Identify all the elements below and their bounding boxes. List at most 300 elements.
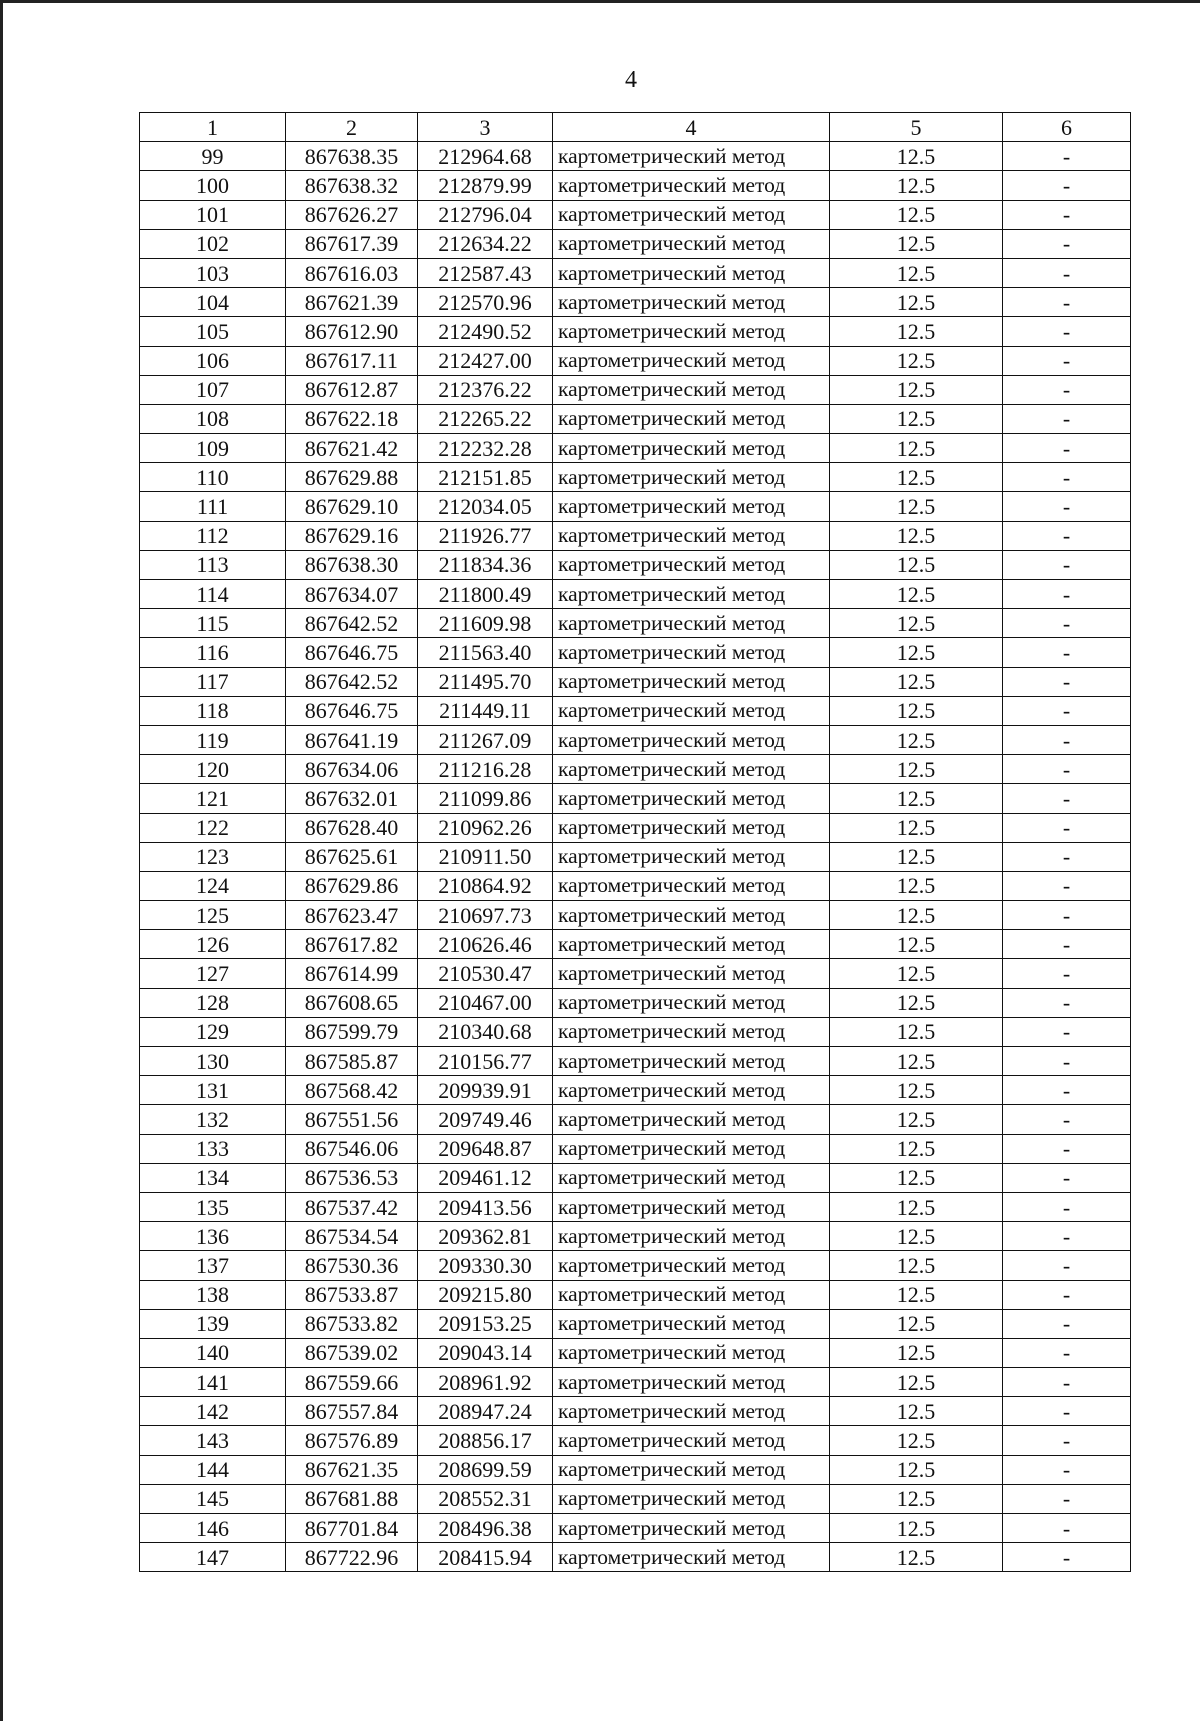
method-cell: картометрический метод [553,638,830,667]
table-row [140,1280,1131,1309]
accuracy-cell: 12.5 [830,550,1003,579]
note-cell: - [1003,1280,1131,1309]
y-coordinate-cell: 209362.81 [418,1222,553,1251]
point-number-cell: 130 [140,1047,286,1076]
method-cell: картометрический метод [553,1251,830,1280]
y-coordinate-cell: 210156.77 [418,1047,553,1076]
y-coordinate-cell: 211563.40 [418,638,553,667]
note-cell: - [1003,755,1131,784]
x-coordinate-cell: 867612.87 [286,375,418,404]
y-coordinate-cell: 212634.22 [418,229,553,258]
method-cell: картометрический метод [553,1484,830,1513]
method-cell: картометрический метод [553,200,830,229]
accuracy-cell: 12.5 [830,1338,1003,1367]
y-coordinate-cell: 212879.99 [418,171,553,200]
x-coordinate-cell: 867585.87 [286,1047,418,1076]
note-cell: - [1003,492,1131,521]
point-number-cell: 120 [140,755,286,784]
x-coordinate-cell: 867546.06 [286,1134,418,1163]
table-row [140,1338,1131,1367]
table-row [140,1163,1131,1192]
table-header-row [140,113,1131,142]
y-coordinate-cell: 212570.96 [418,288,553,317]
x-coordinate-cell: 867623.47 [286,901,418,930]
x-coordinate-cell: 867629.88 [286,463,418,492]
note-cell: - [1003,375,1131,404]
point-number-cell: 122 [140,813,286,842]
point-number-cell: 111 [140,492,286,521]
accuracy-cell: 12.5 [830,842,1003,871]
method-cell: картометрический метод [553,988,830,1017]
table-row [140,930,1131,959]
x-coordinate-cell: 867642.52 [286,609,418,638]
point-number-cell: 132 [140,1105,286,1134]
table-row [140,1192,1131,1221]
method-cell: картометрический метод [553,1222,830,1251]
method-cell: картометрический метод [553,930,830,959]
y-coordinate-cell: 210530.47 [418,959,553,988]
point-number-cell: 146 [140,1514,286,1543]
accuracy-cell: 12.5 [830,667,1003,696]
table-row [140,580,1131,609]
x-coordinate-cell: 867629.10 [286,492,418,521]
point-number-cell: 114 [140,580,286,609]
table-row [140,229,1131,258]
y-coordinate-cell: 211800.49 [418,580,553,609]
accuracy-cell: 12.5 [830,784,1003,813]
table-row [140,463,1131,492]
note-cell: - [1003,1251,1131,1280]
accuracy-cell: 12.5 [830,1251,1003,1280]
accuracy-cell: 12.5 [830,1163,1003,1192]
note-cell: - [1003,1543,1131,1572]
x-coordinate-cell: 867628.40 [286,813,418,842]
y-coordinate-cell: 210697.73 [418,901,553,930]
accuracy-cell: 12.5 [830,1222,1003,1251]
point-number-cell: 121 [140,784,286,813]
table-row [140,1309,1131,1338]
page-number: 4 [625,67,637,93]
note-cell: - [1003,200,1131,229]
note-cell: - [1003,1338,1131,1367]
x-coordinate-cell: 867701.84 [286,1514,418,1543]
note-cell: - [1003,1309,1131,1338]
table-row [140,638,1131,667]
y-coordinate-cell: 211449.11 [418,696,553,725]
x-coordinate-cell: 867632.01 [286,784,418,813]
point-number-cell: 108 [140,404,286,433]
x-coordinate-cell: 867617.11 [286,346,418,375]
accuracy-cell: 12.5 [830,1105,1003,1134]
y-coordinate-cell: 210911.50 [418,842,553,871]
x-coordinate-cell: 867576.89 [286,1426,418,1455]
y-coordinate-cell: 210467.00 [418,988,553,1017]
point-number-cell: 141 [140,1368,286,1397]
method-cell: картометрический метод [553,1543,830,1572]
method-cell: картометрический метод [553,901,830,930]
note-cell: - [1003,142,1131,171]
point-number-cell: 140 [140,1338,286,1367]
x-coordinate-cell: 867638.32 [286,171,418,200]
point-number-cell: 99 [140,142,286,171]
accuracy-cell: 12.5 [830,1543,1003,1572]
note-cell: - [1003,1426,1131,1455]
x-coordinate-cell: 867536.53 [286,1163,418,1192]
note-cell: - [1003,901,1131,930]
point-number-cell: 115 [140,609,286,638]
method-cell: картометрический метод [553,1192,830,1221]
accuracy-cell: 12.5 [830,1426,1003,1455]
y-coordinate-cell: 211267.09 [418,725,553,754]
x-coordinate-cell: 867629.16 [286,521,418,550]
note-cell: - [1003,317,1131,346]
note-cell: - [1003,463,1131,492]
accuracy-cell: 12.5 [830,404,1003,433]
method-cell: картометрический метод [553,258,830,287]
y-coordinate-cell: 210962.26 [418,813,553,842]
table-row [140,317,1131,346]
note-cell: - [1003,550,1131,579]
note-cell: - [1003,580,1131,609]
table-row [140,1543,1131,1572]
method-cell: картометрический метод [553,1280,830,1309]
note-cell: - [1003,842,1131,871]
x-coordinate-cell: 867559.66 [286,1368,418,1397]
y-coordinate-cell: 208699.59 [418,1455,553,1484]
x-coordinate-cell: 867638.35 [286,142,418,171]
y-coordinate-cell: 212587.43 [418,258,553,287]
accuracy-cell: 12.5 [830,1397,1003,1426]
point-number-cell: 117 [140,667,286,696]
method-cell: картометрический метод [553,1134,830,1163]
accuracy-cell: 12.5 [830,638,1003,667]
x-coordinate-cell: 867533.87 [286,1280,418,1309]
table-row [140,375,1131,404]
header-cell-4: 4 [553,113,830,142]
accuracy-cell: 12.5 [830,492,1003,521]
scan-edge-left [0,0,3,1721]
x-coordinate-cell: 867557.84 [286,1397,418,1426]
note-cell: - [1003,696,1131,725]
accuracy-cell: 12.5 [830,317,1003,346]
header-cell-6: 6 [1003,113,1131,142]
note-cell: - [1003,609,1131,638]
point-number-cell: 133 [140,1134,286,1163]
note-cell: - [1003,521,1131,550]
note-cell: - [1003,1455,1131,1484]
note-cell: - [1003,1163,1131,1192]
method-cell: картометрический метод [553,463,830,492]
y-coordinate-cell: 212151.85 [418,463,553,492]
point-number-cell: 105 [140,317,286,346]
table-row [140,755,1131,784]
point-number-cell: 126 [140,930,286,959]
note-cell: - [1003,288,1131,317]
point-number-cell: 106 [140,346,286,375]
point-number-cell: 139 [140,1309,286,1338]
y-coordinate-cell: 208961.92 [418,1368,553,1397]
x-coordinate-cell: 867634.07 [286,580,418,609]
x-coordinate-cell: 867621.39 [286,288,418,317]
point-number-cell: 123 [140,842,286,871]
method-cell: картометрический метод [553,1105,830,1134]
x-coordinate-cell: 867629.86 [286,871,418,900]
table-row [140,550,1131,579]
point-number-cell: 110 [140,463,286,492]
table-row [140,901,1131,930]
point-number-cell: 104 [140,288,286,317]
x-coordinate-cell: 867634.06 [286,755,418,784]
method-cell: картометрический метод [553,1455,830,1484]
y-coordinate-cell: 211495.70 [418,667,553,696]
note-cell: - [1003,1368,1131,1397]
y-coordinate-cell: 211099.86 [418,784,553,813]
method-cell: картометрический метод [553,813,830,842]
method-cell: картометрический метод [553,1047,830,1076]
note-cell: - [1003,1017,1131,1046]
method-cell: картометрический метод [553,171,830,200]
method-cell: картометрический метод [553,346,830,375]
accuracy-cell: 12.5 [830,609,1003,638]
y-coordinate-cell: 209461.12 [418,1163,553,1192]
y-coordinate-cell: 210340.68 [418,1017,553,1046]
point-number-cell: 125 [140,901,286,930]
method-cell: картометрический метод [553,871,830,900]
header-cell-2: 2 [286,113,418,142]
y-coordinate-cell: 212265.22 [418,404,553,433]
table-row [140,1222,1131,1251]
y-coordinate-cell: 211926.77 [418,521,553,550]
table-row [140,1514,1131,1543]
table-row [140,1017,1131,1046]
point-number-cell: 135 [140,1192,286,1221]
note-cell: - [1003,1047,1131,1076]
y-coordinate-cell: 212376.22 [418,375,553,404]
table-row [140,1134,1131,1163]
method-cell: картометрический метод [553,842,830,871]
method-cell: картометрический метод [553,288,830,317]
accuracy-cell: 12.5 [830,200,1003,229]
method-cell: картометрический метод [553,696,830,725]
accuracy-cell: 12.5 [830,871,1003,900]
point-number-cell: 109 [140,434,286,463]
y-coordinate-cell: 209215.80 [418,1280,553,1309]
table-row [140,1076,1131,1105]
point-number-cell: 137 [140,1251,286,1280]
table-row [140,1047,1131,1076]
x-coordinate-cell: 867646.75 [286,696,418,725]
x-coordinate-cell: 867533.82 [286,1309,418,1338]
method-cell: картометрический метод [553,550,830,579]
method-cell: картометрический метод [553,1309,830,1338]
x-coordinate-cell: 867622.18 [286,404,418,433]
table-row [140,1397,1131,1426]
accuracy-cell: 12.5 [830,1368,1003,1397]
y-coordinate-cell: 209153.25 [418,1309,553,1338]
point-number-cell: 116 [140,638,286,667]
x-coordinate-cell: 867617.82 [286,930,418,959]
point-number-cell: 119 [140,725,286,754]
method-cell: картометрический метод [553,521,830,550]
y-coordinate-cell: 212427.00 [418,346,553,375]
table-row [140,288,1131,317]
table-row [140,258,1131,287]
x-coordinate-cell: 867539.02 [286,1338,418,1367]
method-cell: картометрический метод [553,784,830,813]
note-cell: - [1003,1105,1131,1134]
x-coordinate-cell: 867551.56 [286,1105,418,1134]
accuracy-cell: 12.5 [830,1076,1003,1105]
note-cell: - [1003,930,1131,959]
x-coordinate-cell: 867614.99 [286,959,418,988]
x-coordinate-cell: 867599.79 [286,1017,418,1046]
x-coordinate-cell: 867638.30 [286,550,418,579]
x-coordinate-cell: 867534.54 [286,1222,418,1251]
table-row [140,142,1131,171]
accuracy-cell: 12.5 [830,1017,1003,1046]
note-cell: - [1003,638,1131,667]
point-number-cell: 103 [140,258,286,287]
x-coordinate-cell: 867608.65 [286,988,418,1017]
point-number-cell: 144 [140,1455,286,1484]
table-row [140,959,1131,988]
x-coordinate-cell: 867621.42 [286,434,418,463]
accuracy-cell: 12.5 [830,1484,1003,1513]
table-row [140,1368,1131,1397]
note-cell: - [1003,258,1131,287]
note-cell: - [1003,959,1131,988]
method-cell: картометрический метод [553,434,830,463]
table-row [140,667,1131,696]
header-cell-5: 5 [830,113,1003,142]
note-cell: - [1003,784,1131,813]
note-cell: - [1003,1514,1131,1543]
method-cell: картометрический метод [553,609,830,638]
y-coordinate-cell: 210626.46 [418,930,553,959]
method-cell: картометрический метод [553,375,830,404]
accuracy-cell: 12.5 [830,142,1003,171]
y-coordinate-cell: 209939.91 [418,1076,553,1105]
method-cell: картометрический метод [553,404,830,433]
table-row [140,171,1131,200]
point-number-cell: 131 [140,1076,286,1105]
table-row [140,346,1131,375]
note-cell: - [1003,988,1131,1017]
table-row [140,404,1131,433]
point-number-cell: 147 [140,1543,286,1572]
y-coordinate-cell: 208947.24 [418,1397,553,1426]
table-row [140,988,1131,1017]
point-number-cell: 124 [140,871,286,900]
method-cell: картометрический метод [553,667,830,696]
y-coordinate-cell: 212490.52 [418,317,553,346]
accuracy-cell: 12.5 [830,1514,1003,1543]
accuracy-cell: 12.5 [830,813,1003,842]
x-coordinate-cell: 867568.42 [286,1076,418,1105]
y-coordinate-cell: 209330.30 [418,1251,553,1280]
point-number-cell: 143 [140,1426,286,1455]
note-cell: - [1003,171,1131,200]
point-number-cell: 134 [140,1163,286,1192]
method-cell: картометрический метод [553,725,830,754]
table-row [140,1426,1131,1455]
y-coordinate-cell: 212964.68 [418,142,553,171]
y-coordinate-cell: 210864.92 [418,871,553,900]
table-row [140,1455,1131,1484]
accuracy-cell: 12.5 [830,696,1003,725]
y-coordinate-cell: 208415.94 [418,1543,553,1572]
method-cell: картометрический метод [553,1397,830,1426]
accuracy-cell: 12.5 [830,258,1003,287]
y-coordinate-cell: 208552.31 [418,1484,553,1513]
method-cell: картометрический метод [553,142,830,171]
point-number-cell: 138 [140,1280,286,1309]
x-coordinate-cell: 867641.19 [286,725,418,754]
accuracy-cell: 12.5 [830,171,1003,200]
table-row [140,1105,1131,1134]
method-cell: картометрический метод [553,1076,830,1105]
y-coordinate-cell: 211216.28 [418,755,553,784]
y-coordinate-cell: 208856.17 [418,1426,553,1455]
note-cell: - [1003,229,1131,258]
method-cell: картометрический метод [553,1017,830,1046]
header-cell-3: 3 [418,113,553,142]
method-cell: картометрический метод [553,492,830,521]
accuracy-cell: 12.5 [830,463,1003,492]
table-row [140,871,1131,900]
point-number-cell: 129 [140,1017,286,1046]
note-cell: - [1003,667,1131,696]
y-coordinate-cell: 209648.87 [418,1134,553,1163]
accuracy-cell: 12.5 [830,1309,1003,1338]
table-body [140,142,1131,1572]
x-coordinate-cell: 867625.61 [286,842,418,871]
table-row [140,1484,1131,1513]
point-number-cell: 112 [140,521,286,550]
accuracy-cell: 12.5 [830,1047,1003,1076]
y-coordinate-cell: 211609.98 [418,609,553,638]
accuracy-cell: 12.5 [830,988,1003,1017]
method-cell: картометрический метод [553,580,830,609]
table-row [140,784,1131,813]
x-coordinate-cell: 867537.42 [286,1192,418,1221]
accuracy-cell: 12.5 [830,755,1003,784]
point-number-cell: 100 [140,171,286,200]
note-cell: - [1003,1397,1131,1426]
y-coordinate-cell: 209749.46 [418,1105,553,1134]
table-row [140,521,1131,550]
method-cell: картометрический метод [553,1163,830,1192]
accuracy-cell: 12.5 [830,1134,1003,1163]
method-cell: картометрический метод [553,1338,830,1367]
note-cell: - [1003,725,1131,754]
table-row [140,696,1131,725]
y-coordinate-cell: 212232.28 [418,434,553,463]
point-number-cell: 145 [140,1484,286,1513]
y-coordinate-cell: 212034.05 [418,492,553,521]
point-number-cell: 118 [140,696,286,725]
table-row [140,492,1131,521]
method-cell: картометрический метод [553,1368,830,1397]
accuracy-cell: 12.5 [830,434,1003,463]
method-cell: картометрический метод [553,959,830,988]
note-cell: - [1003,871,1131,900]
note-cell: - [1003,1076,1131,1105]
accuracy-cell: 12.5 [830,959,1003,988]
accuracy-cell: 12.5 [830,229,1003,258]
y-coordinate-cell: 211834.36 [418,550,553,579]
x-coordinate-cell: 867530.36 [286,1251,418,1280]
